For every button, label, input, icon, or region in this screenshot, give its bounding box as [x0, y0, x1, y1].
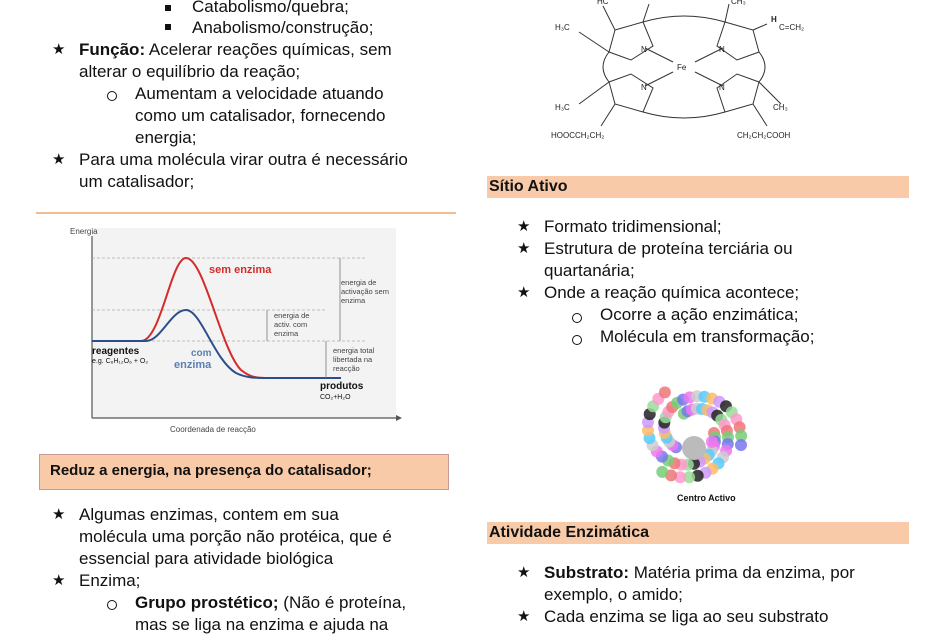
enzima-item: Enzima;: [79, 571, 141, 590]
grupo-label: Grupo prostético;: [135, 593, 279, 612]
ann2-line1: energia de: [274, 311, 310, 320]
star-bullet-icon: ★: [52, 572, 66, 589]
sitio-ativo-header: Sítio Ativo: [487, 176, 909, 198]
aumentam-line1: Aumentam a velocidade atuando: [135, 84, 384, 103]
label-sem-enzima: sem enzima: [209, 264, 272, 276]
aumentam-line2: como um catalisador, fornecendo: [135, 106, 386, 125]
substrato-line1: [544, 562, 855, 584]
label-enzima: enzima: [174, 359, 212, 371]
para-uma-line1: Para uma molécula virar outra é necessário: [79, 150, 408, 169]
heme-h: H: [771, 15, 777, 24]
sitio-item-estrutura: Estrutura de proteína terciária ou: [544, 239, 793, 258]
heme-n3: N: [641, 83, 647, 92]
ann3-line3: reacção: [333, 364, 360, 373]
enzyme-active-site-image: [630, 378, 760, 508]
ann2-line2: activ. com: [274, 320, 308, 329]
circle-bullet: [107, 600, 117, 610]
grupo-rest: (Não é proteína,: [278, 593, 407, 612]
square-bullet: [165, 24, 171, 30]
circle-bullet: [107, 91, 117, 101]
label-produtos-eg: CO₂+H₂O: [320, 394, 351, 401]
ann1-line3: enzima: [341, 296, 366, 305]
star-bullet-icon: ★: [517, 564, 531, 581]
heme-n1: N: [641, 45, 647, 54]
bead: [656, 466, 668, 478]
substrato-rest: Matéria prima da enzima, por: [629, 563, 855, 582]
ann3-line1: energia total: [333, 346, 375, 355]
heme-n4: N: [719, 83, 725, 92]
label-reagentes-eg: e.g. C₆H₁₂O₆ + O₂: [92, 358, 149, 365]
substrato-line2: exemplo, o amido;: [544, 585, 683, 604]
atividade-enzimatica-header: Atividade Enzimática: [487, 522, 909, 544]
substrato-label: Substrato:: [544, 563, 629, 582]
ann1-line2: activação sem: [341, 287, 389, 296]
circle-bullet: [572, 313, 582, 323]
heme-hc: HC: [597, 0, 609, 6]
centro-activo-label: Centro Activo: [677, 493, 736, 503]
heme-ch2-vinyl: C=CH₂: [779, 23, 805, 32]
star-bullet-icon: ★: [517, 240, 531, 257]
ann1-line1: energia de: [341, 278, 377, 287]
heme-fe: Fe: [677, 63, 687, 72]
grupo-line2: mas se liga na enzima e ajuda na: [135, 615, 389, 634]
aumentam-line3: energia;: [135, 128, 197, 147]
sitio-sub-molecula: Molécula em transformação;: [600, 327, 815, 346]
star-bullet-icon: ★: [52, 506, 66, 523]
star-bullet-icon: ★: [52, 41, 66, 58]
star-bullet-icon: ★: [517, 284, 531, 301]
label-com: com: [191, 348, 212, 359]
heme-n2: N: [719, 45, 725, 54]
sitio-item-formato: Formato tridimensional;: [544, 217, 722, 236]
algumas-line1: Algumas enzimas, contem em sua: [79, 505, 339, 524]
algumas-line2: molécula uma porção não protéica, que é: [79, 527, 392, 546]
active-site-core: [682, 436, 706, 460]
bead: [735, 439, 747, 451]
energy-diagram: [36, 210, 456, 442]
star-bullet-icon: ★: [52, 151, 66, 168]
square-bullet: [165, 5, 171, 11]
heme-h3c-a: H₃C: [555, 23, 570, 32]
bead: [706, 436, 718, 448]
funcao-line1: [79, 39, 392, 61]
star-bullet-icon: ★: [517, 608, 531, 625]
star-bullet-icon: ★: [517, 218, 531, 235]
funcao-line2: alterar o equilíbrio da reação;: [79, 62, 301, 81]
heme-structure-diagram: [545, 0, 835, 150]
heme-ch2cooh: CH₂CH₂COOH: [737, 131, 791, 140]
sitio-item-onde: Onde a reação química acontece;: [544, 283, 800, 302]
graph-xlabel: Coordenada de reacção: [170, 425, 256, 434]
ann2-line3: enzima: [274, 329, 299, 338]
sitio-item-quartanaria: quartanária;: [544, 261, 635, 280]
heme-hooc: HOOCCH₂CH₂: [551, 131, 605, 140]
algumas-line3: essencial para atividade biológica: [79, 549, 334, 568]
grupo-line1: [135, 592, 406, 614]
funcao-text: Acelerar reações químicas, sem: [145, 40, 392, 59]
sub-item-anabolismo: Anabolismo/construção;: [192, 18, 374, 37]
circle-bullet: [572, 335, 582, 345]
label-produtos: produtos: [320, 381, 364, 392]
ann3-line2: libertada na: [333, 355, 373, 364]
label-reagentes: reagentes: [92, 346, 140, 357]
para-uma-line2: um catalisador;: [79, 172, 195, 191]
heme-h3c-b: H₃C: [555, 103, 570, 112]
sub-item-catabolismo: Catabolismo/quebra;: [192, 0, 349, 16]
sitio-sub-ocorre: Ocorre a ação enzimática;: [600, 305, 799, 324]
cada-enzima-line: Cada enzima se liga ao seu substrato: [544, 607, 829, 626]
bead: [659, 386, 671, 398]
heme-ch3-a: CH₃: [731, 0, 746, 6]
graph-ylabel: Energia: [70, 227, 98, 236]
heme-ch3-b: CH₃: [773, 103, 788, 112]
funcao-label: Função:: [79, 40, 146, 59]
reduz-energia-box: Reduz a energia, na presença do catalisador;: [39, 454, 449, 490]
